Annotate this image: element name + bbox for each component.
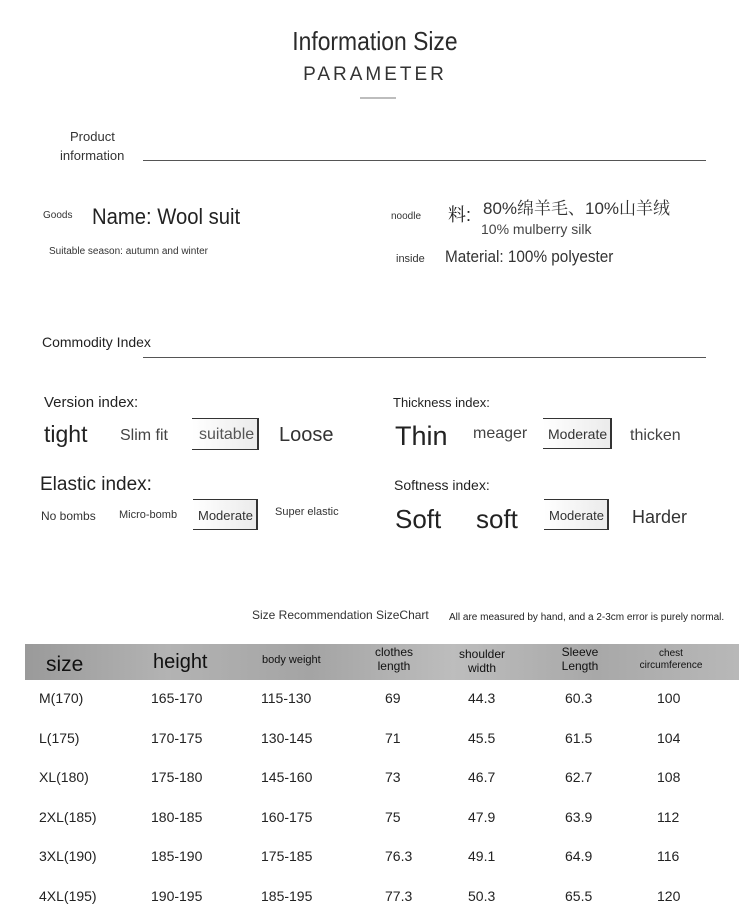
- inside-material: Material: 100% polyester: [445, 247, 614, 266]
- thickness-index-label: Thickness index:: [393, 395, 490, 410]
- cell-chest: 112: [657, 809, 680, 825]
- cell-body-weight: 130-145: [261, 730, 313, 746]
- goods-label: Goods: [43, 210, 73, 221]
- thickness-option-thin: Thin: [395, 421, 448, 451]
- header-chest-circumference: chest circumference: [639, 648, 703, 671]
- cell-size: 4XL(195): [39, 888, 97, 904]
- cell-chest: 104: [657, 730, 681, 746]
- cell-chest: 120: [657, 888, 681, 904]
- size-chart-note: All are measured by hand, and a 2-3cm error is purely normal.: [449, 612, 725, 623]
- cell-shoulder-width: 47.9: [468, 809, 496, 825]
- elastic-option-moderate: Moderate: [193, 499, 258, 530]
- cell-body-weight: 115-130: [261, 690, 312, 706]
- header-shoulder-width: shoulder width: [458, 647, 506, 676]
- size-table-header: [25, 644, 739, 680]
- cell-size: 3XL(190): [39, 848, 97, 864]
- elastic-index-label: Elastic index:: [40, 474, 152, 495]
- product-season: Suitable season: autumn and winter: [49, 246, 208, 257]
- cell-body-weight: 145-160: [261, 769, 313, 785]
- cell-shoulder-width: 45.5: [468, 730, 496, 746]
- cell-clothes-length: 75: [385, 809, 401, 825]
- cell-clothes-length: 77.3: [385, 888, 413, 904]
- cell-height: 165-170: [151, 690, 203, 706]
- cell-sleeve-length: 60.3: [565, 690, 593, 706]
- page-subtitle: PARAMETER: [303, 64, 447, 85]
- thickness-option-moderate: Moderate: [543, 418, 612, 449]
- cell-shoulder-width: 50.3: [468, 888, 496, 904]
- inside-label: inside: [396, 253, 425, 265]
- cell-clothes-length: 69: [385, 690, 401, 706]
- elastic-option-super-elastic: Super elastic: [275, 506, 339, 518]
- softness-index-label: Softness index:: [394, 477, 490, 493]
- cell-sleeve-length: 61.5: [565, 730, 593, 746]
- product-section-divider: [143, 160, 706, 161]
- size-chart-title: Size Recommendation SizeChart: [252, 608, 429, 622]
- header-height: height: [153, 651, 208, 673]
- version-option-tight: tight: [44, 421, 88, 447]
- cell-sleeve-length: 65.5: [565, 888, 593, 904]
- header-clothes-length: clothes length: [374, 645, 414, 674]
- header-size: size: [46, 653, 84, 676]
- version-option-loose: Loose: [279, 424, 334, 446]
- cell-size: XL(180): [39, 769, 89, 785]
- cell-height: 180-185: [151, 809, 203, 825]
- cell-body-weight: 175-185: [261, 848, 313, 864]
- cell-body-weight: 160-175: [261, 809, 313, 825]
- cell-size: M(170): [39, 690, 84, 706]
- cell-body-weight: 185-195: [261, 888, 313, 904]
- cell-clothes-length: 73: [385, 769, 401, 785]
- cell-chest: 100: [657, 690, 681, 706]
- cell-size: L(175): [39, 730, 80, 746]
- cell-sleeve-length: 64.9: [565, 848, 593, 864]
- title-divider: [360, 97, 396, 99]
- fabric-prefix: 料:: [448, 205, 472, 225]
- cell-height: 190-195: [151, 888, 203, 904]
- softness-option-soft-2: soft: [476, 504, 518, 534]
- elastic-option-micro-bomb: Micro-bomb: [119, 509, 178, 521]
- product-section-label-line1: Product: [70, 129, 115, 144]
- cell-height: 175-180: [151, 769, 203, 785]
- version-option-slim-fit: Slim fit: [120, 427, 168, 444]
- thickness-option-meager: meager: [473, 425, 528, 442]
- cell-shoulder-width: 44.3: [468, 690, 496, 706]
- cell-sleeve-length: 63.9: [565, 809, 593, 825]
- commodity-section-label: Commodity Index: [42, 334, 151, 350]
- cell-shoulder-width: 49.1: [468, 848, 496, 864]
- header-sleeve-length: Sleeve Length: [561, 645, 599, 674]
- cell-clothes-length: 71: [385, 730, 401, 746]
- cell-chest: 116: [657, 848, 680, 864]
- product-name: Name: Wool suit: [92, 204, 241, 229]
- cell-chest: 108: [657, 769, 681, 785]
- elastic-option-no-bombs: No bombs: [41, 509, 96, 523]
- version-option-suitable: suitable: [192, 418, 259, 450]
- softness-option-soft: Soft: [395, 504, 442, 534]
- cell-height: 170-175: [151, 730, 203, 746]
- cell-size: 2XL(185): [39, 809, 97, 825]
- thickness-option-thicken: thicken: [630, 427, 681, 444]
- softness-option-moderate: Moderate: [544, 499, 609, 530]
- cell-clothes-length: 76.3: [385, 848, 413, 864]
- cell-height: 185-190: [151, 848, 203, 864]
- product-section-label-line2: information: [60, 148, 125, 163]
- softness-option-harder: Harder: [632, 507, 688, 527]
- version-index-label: Version index:: [44, 394, 139, 411]
- cell-sleeve-length: 62.7: [565, 769, 593, 785]
- page-title: Information Size: [292, 26, 458, 56]
- fabric-sub: 10% mulberry silk: [481, 221, 592, 237]
- fabric-main: 80%绵羊毛、10%山羊绒: [483, 199, 671, 218]
- header-body-weight: body weight: [262, 654, 321, 666]
- cell-shoulder-width: 46.7: [468, 769, 496, 785]
- commodity-section-divider: [143, 357, 706, 358]
- noodle-label: noodle: [391, 211, 422, 222]
